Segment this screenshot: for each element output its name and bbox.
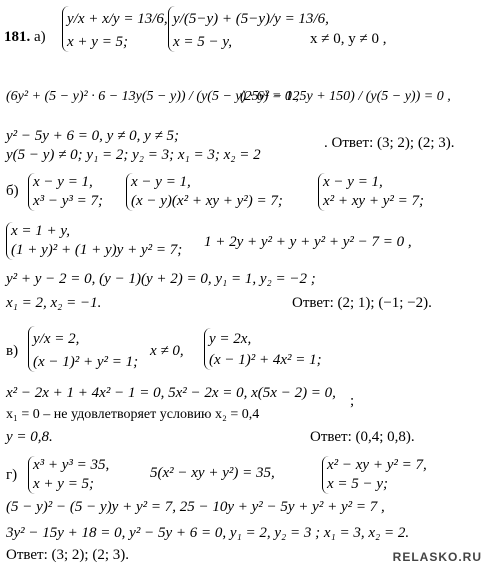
- g-sys2-line2: x = 5 − y;: [327, 475, 389, 492]
- a-system-3: [6, 127, 261, 165]
- a-system-2: [168, 6, 329, 52]
- v-semicolon: ;: [350, 393, 355, 409]
- b-system-2: [126, 173, 283, 211]
- a-answer: . Ответ: (3; 2); (2; 3).: [324, 135, 455, 151]
- a-sys2-line2: x = 5 − y,: [173, 33, 232, 50]
- v-equation-3: y = 0,8.: [6, 429, 53, 445]
- g-sys1-line1: x³ + y³ = 35,: [33, 457, 110, 473]
- g-equation-0: 5(x² − xy + y²) = 35,: [150, 465, 275, 481]
- problem-number-text: 181.: [4, 29, 31, 45]
- a-sys3-line1: y² − 5y + 6 = 0, y ≠ 0, y ≠ 5;: [6, 128, 179, 144]
- g-equation-1: (5 − y)² − (5 − y)y + y² = 7, 25 − 10y + y² − 5y + y² + y² = 7 ,: [6, 499, 385, 515]
- b-equation-2: y² + y − 2 = 0, (y − 1)(y + 2) = 0, y₁ = 1, y₂ = −2 ;: [6, 271, 316, 287]
- v-sys1-line1: y/x = 2,: [33, 331, 80, 347]
- g-system-1: [28, 456, 109, 494]
- v-condition: x ≠ 0,: [150, 343, 184, 359]
- a-sys2-line1: y/(5−y) + (5−y)/y = 13/6,: [173, 11, 329, 27]
- b-sys2-line2: (x − y)(x² + xy + y²) = 7;: [131, 192, 283, 209]
- g-system-2: [322, 456, 427, 494]
- b-equation-3: x₁ = 2, x₂ = −1.: [6, 295, 102, 311]
- b-system-1: [28, 173, 103, 211]
- b-sys1-line2: x³ − y³ = 7;: [33, 192, 104, 209]
- a-equation-2: (25y² − 125y + 150) / (y(5 − y)) = 0 ,: [240, 89, 451, 104]
- b-sys2-line1: x − y = 1,: [131, 174, 191, 190]
- a-condition: x ≠ 0, y ≠ 0 ,: [310, 31, 387, 47]
- g-sys2-line1: x² − xy + y² = 7,: [327, 457, 427, 473]
- b-answer: Ответ: (2; 1); (−1; −2).: [292, 295, 432, 311]
- b-sys1-line1: x − y = 1,: [33, 174, 93, 190]
- part-v-label: в): [6, 343, 19, 359]
- b-sys4-line2: (1 + y)² + (1 + y)y + y² = 7;: [11, 241, 183, 258]
- b-equation-1: 1 + 2y + y² + y + y² + y² − 7 = 0 ,: [204, 234, 412, 250]
- v-sys2-line1: y = 2x,: [209, 331, 252, 347]
- v-system-1: [28, 326, 138, 372]
- a-sys1-line2: x + y = 5;: [67, 33, 129, 50]
- g-equation-2: 3y² − 15y + 18 = 0, y² − 5y + 6 = 0, y₁ = 2, y₂ = 3 ; x₁ = 3, x₂ = 2.: [6, 525, 410, 541]
- part-b-label: б): [6, 183, 19, 199]
- v-equation-2: x₁ = 0 – не удовлетворяет условию x₂ = 0,4: [6, 407, 260, 422]
- g-sys1-line2: x + y = 5;: [33, 475, 95, 492]
- part-g-label: г): [6, 467, 18, 483]
- a-sys1-line1: y/x + x/y = 13/6,: [67, 11, 168, 27]
- v-sys1-line2: (x − 1)² + y² = 1;: [33, 353, 139, 370]
- part-a-label: а): [34, 29, 46, 45]
- a-equation-1: (6y² + (5 − y)² · 6 − 13y(5 − y)) / (y(5 − y) · 6) = 0 ,: [6, 89, 299, 104]
- problem-number: [4, 30, 46, 45]
- b-sys4-line1: x = 1 + y,: [11, 223, 70, 239]
- v-system-2: [204, 328, 322, 370]
- a-sys3-line2: y(5 − y) ≠ 0; y₁ = 2; y₂ = 3; x₁ = 3; x₂ = 2: [6, 146, 261, 163]
- watermark: RELASKO.RU: [392, 550, 482, 564]
- v-equation-1: x² − 2x + 1 + 4x² − 1 = 0, 5x² − 2x = 0, x(5x − 2) = 0,: [6, 385, 336, 401]
- b-system-4: [6, 222, 182, 260]
- a-system-1: [62, 6, 168, 52]
- b-system-3: [318, 173, 424, 211]
- b-sys3-line1: x − y = 1,: [323, 174, 383, 190]
- v-sys2-line2: (x − 1)² + 4x² = 1;: [209, 351, 322, 368]
- b-sys3-line2: x² + xy + y² = 7;: [323, 192, 424, 209]
- v-answer: Ответ: (0,4; 0,8).: [310, 429, 415, 445]
- g-answer: Ответ: (3; 2); (2; 3).: [6, 547, 129, 563]
